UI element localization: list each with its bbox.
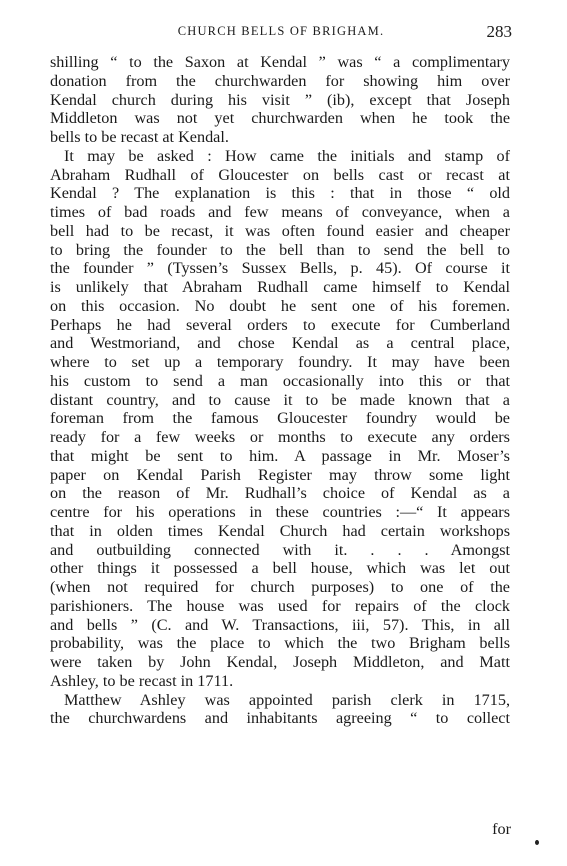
text-line: were taken by John Kendal, Joseph Middleton, and Matt	[50, 653, 510, 671]
text-line: Matthew Ashley was appointed parish clerk in 1715,	[64, 690, 510, 709]
text-line: that might be sent to him. A passage in Mr. Moser’s	[50, 446, 510, 465]
text-line: It may be asked : How came the initials and stamp of	[64, 146, 510, 165]
running-head	[50, 22, 512, 46]
body-text	[50, 53, 510, 728]
text-line: on this occasion. No doubt he sent one of his foremen.	[50, 296, 510, 315]
text-line: that in olden times Kendal Church had certain workshops	[50, 521, 510, 540]
text-line: his custom to send a man occasionally into this or that	[50, 371, 510, 390]
text-line: the churchwardens and inhabitants agreeing “ to collect	[50, 709, 510, 728]
text-line: donation from the churchwarden for showing him over	[50, 71, 510, 90]
text-line: is unlikely that Abraham Rudhall came himself to Kendal	[50, 278, 510, 296]
text-line: paper on Kendal Parish Register may throw some light	[50, 465, 510, 484]
text-line: (when not required for church purposes) to one of the	[50, 578, 510, 596]
text-line: other things it possessed a bell house, which was let out	[50, 559, 510, 578]
text-line: bell had to be recast, it was often found easier and cheaper	[50, 221, 510, 240]
text-line: where to set up a temporary foundry. It may have been	[50, 353, 510, 371]
text-line: Kendal ? The explanation is this : that in those “ old	[50, 184, 510, 203]
text-line: and outbuilding connected with it. . . . Amongst	[50, 540, 510, 559]
text-line: Abraham Rudhall of Gloucester on bells cast or recast at	[50, 165, 510, 184]
text-line: foreman from the famous Gloucester foundry would be	[50, 409, 510, 428]
text-line: to bring the founder to the bell than to send the bell to	[50, 240, 510, 259]
text-line: on the reason of Mr. Rudhall’s choice of Kendal as a	[50, 484, 510, 503]
text-line: bells to be recast at Kendal.	[50, 128, 229, 146]
text-line: times of bad roads and few means of conveyance, when a	[50, 203, 510, 221]
text-line: centre for his operations in these countries :—“ It appears	[50, 503, 510, 521]
running-title: CHURCH BELLS OF BRIGHAM.	[177, 24, 385, 38]
page-number: 283	[486, 22, 512, 41]
text-line: shilling “ to the Saxon at Kendal ” was “ a complimentary	[50, 53, 510, 71]
text-line: and Westmoriand, and chose Kendal as a central place,	[50, 334, 510, 353]
text-line: Ashley, to be recast in 1711.	[50, 671, 234, 690]
ink-speck	[535, 840, 539, 845]
text-line: probability, was the place to which the two Brigham bells	[50, 634, 510, 653]
text-line: Middleton was not yet churchwarden when he took the	[50, 109, 510, 128]
text-line: and bells ” (C. and W. Transactions, iii, 57). This, in all	[50, 615, 510, 634]
text-line: the founder ” (Tyssen’s Sussex Bells, p. 45). Of course it	[50, 259, 510, 278]
catchword: for	[492, 820, 511, 838]
text-line: parishioners. The house was used for repairs of the clock	[50, 596, 510, 615]
text-line: distant country, and to cause it to be made known that a	[50, 390, 510, 409]
text-line: Kendal church during his visit ” (ib), except that Joseph	[50, 90, 510, 109]
text-line: ready for a few weeks or months to execute any orders	[50, 428, 510, 446]
text-line: Perhaps he had several orders to execute for Cumberland	[50, 315, 510, 334]
